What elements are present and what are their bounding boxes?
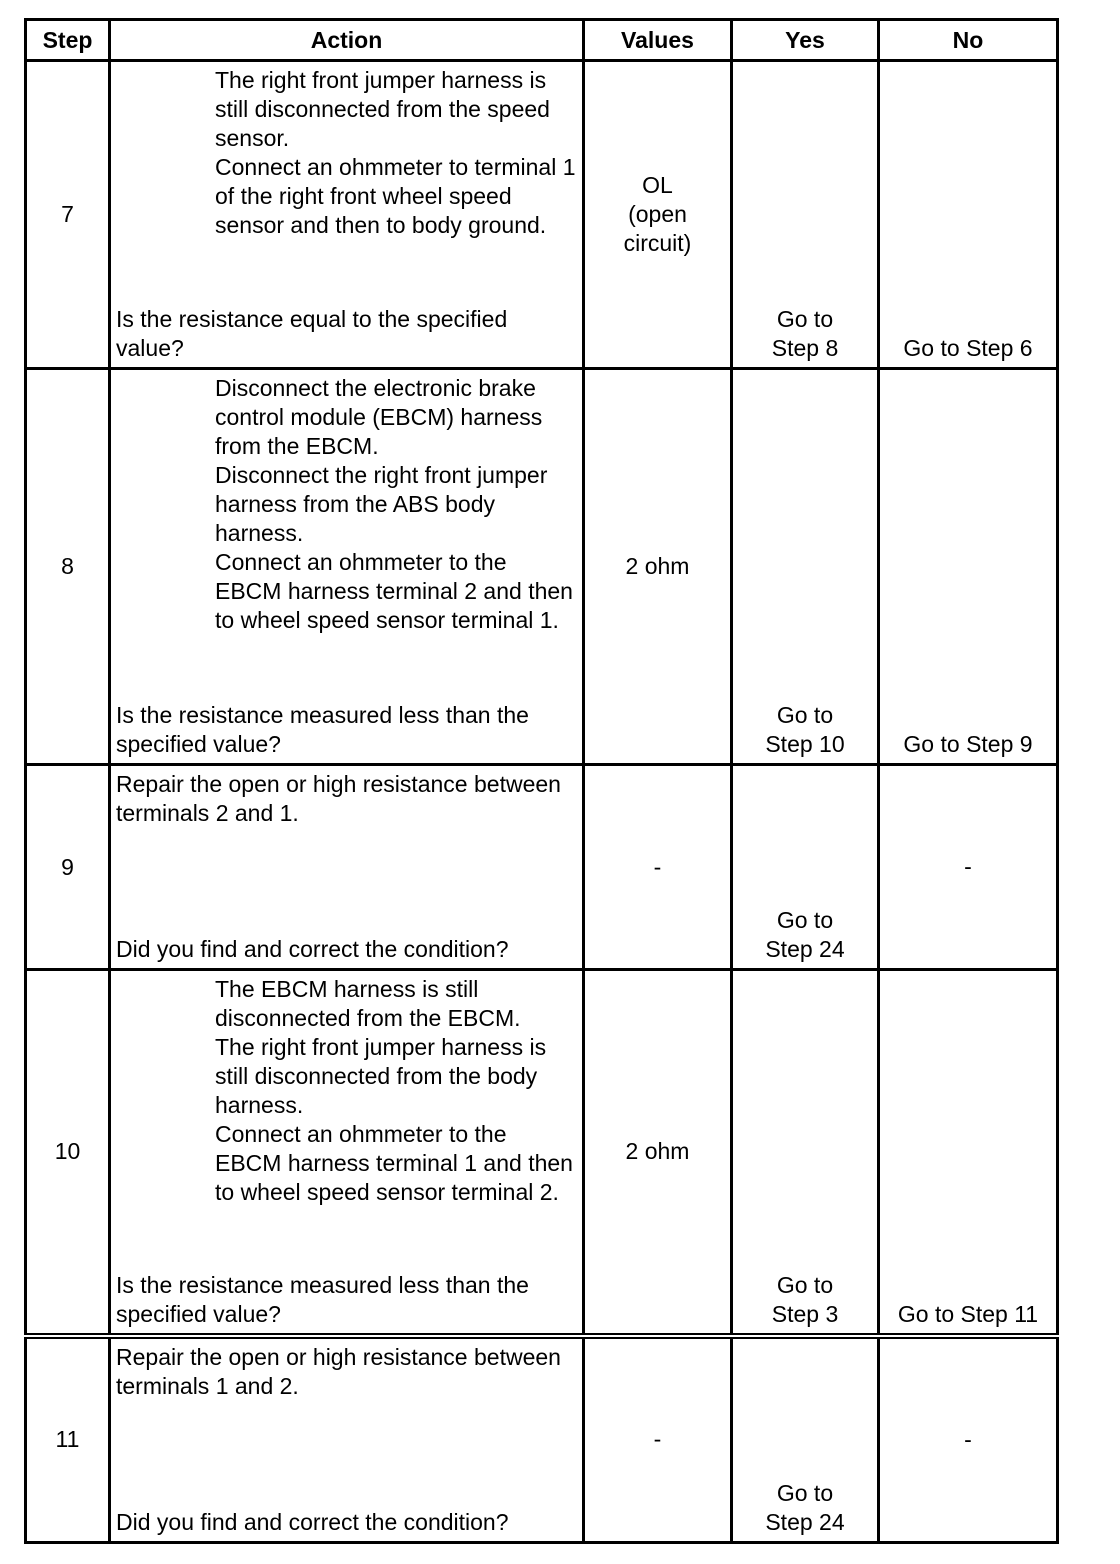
table-row [26, 369, 1058, 765]
table-row [26, 970, 1058, 1336]
yes-cell [732, 765, 879, 970]
instruction-line: Disconnect the electronic brake control module (EBCM) harness from the EBCM. [215, 375, 543, 459]
value-text: 2 ohm [625, 553, 690, 579]
instruction-line: The right front jumper harness is still disconnected from the body harness. [215, 1034, 547, 1118]
action-cell [110, 1336, 584, 1543]
no-text: Go to Step 6 [903, 335, 1033, 361]
action-instructions [116, 770, 578, 828]
yes-cell [732, 369, 879, 765]
instruction-line: Connect an ohmmeter to the EBCM harness terminal 1 and then to wheel speed sensor terminal 2. [215, 1121, 573, 1205]
yes-text: Go to Step 8 [771, 306, 839, 361]
yes-cell [732, 1336, 879, 1543]
action-question: Did you find and correct the condition? [116, 936, 509, 962]
action-question: Is the resistance measured less than the specified value? [116, 1271, 529, 1327]
diagnostic-table [24, 18, 1059, 1544]
value-text: 2 ohm [625, 1138, 690, 1165]
table-row [26, 765, 1058, 970]
action-instructions [215, 66, 578, 240]
no-cell [879, 61, 1058, 369]
value-cell [584, 765, 732, 970]
header-yes: Yes [732, 20, 879, 61]
yes-cell [732, 61, 879, 369]
action-cell [110, 61, 584, 369]
yes-cell [732, 970, 879, 1336]
step-number: 11 [26, 1336, 110, 1543]
instruction-line: Repair the open or high resistance between terminals 2 and 1. [116, 771, 561, 826]
action-question: Did you find and correct the condition? [116, 1509, 509, 1535]
instruction-line: Disconnect the right front jumper harness from the ABS body harness. [215, 462, 548, 546]
step-number: 10 [26, 970, 110, 1336]
instruction-line: The right front jumper harness is still disconnected from the speed sensor. [215, 67, 550, 151]
step-number: 8 [26, 369, 110, 765]
instruction-line: Connect an ohmmeter to the EBCM harness terminal 2 and then to wheel speed sensor terminal 1. [215, 549, 573, 633]
no-text: Go to Step 11 [897, 1300, 1039, 1327]
action-instructions [215, 374, 578, 635]
table-row [26, 1336, 1058, 1543]
no-cell [879, 970, 1058, 1336]
action-instructions [215, 975, 578, 1207]
header-action: Action [110, 20, 584, 61]
header-values: Values [584, 20, 732, 61]
header-step: Step [26, 20, 110, 61]
action-cell [110, 369, 584, 765]
value-cell [584, 369, 732, 765]
no-text: - [964, 853, 972, 880]
value-cell [584, 970, 732, 1336]
step-number: 7 [26, 61, 110, 369]
instruction-line: Connect an ohmmeter to terminal 1 of the right front wheel speed sensor and then to body ground. [215, 154, 576, 238]
header-row [26, 20, 1058, 61]
value-cell [584, 61, 732, 369]
action-question: Is the resistance measured less than the specified value? [116, 702, 529, 757]
no-cell [879, 369, 1058, 765]
yes-text: Go to Step 24 [765, 907, 845, 962]
yes-text: Go to Step 10 [765, 702, 845, 757]
action-question: Is the resistance equal to the specified value? [116, 306, 508, 361]
action-cell [110, 970, 584, 1336]
yes-text: Go to Step 3 [771, 1271, 839, 1327]
no-cell [879, 765, 1058, 970]
value-cell [584, 1336, 732, 1543]
action-cell [110, 765, 584, 970]
no-text: Go to Step 9 [903, 731, 1033, 757]
no-text: - [964, 1426, 972, 1453]
value-text: OL (open circuit) [623, 172, 692, 256]
instruction-line: Repair the open or high resistance between terminals 1 and 2. [116, 1343, 561, 1399]
table-row [26, 61, 1058, 369]
value-text: - [653, 853, 662, 880]
yes-text: Go to Step 24 [765, 1480, 845, 1535]
value-text: - [653, 1426, 662, 1453]
instruction-line: The EBCM harness is still disconnected from the EBCM. [215, 976, 521, 1031]
header-no: No [879, 20, 1058, 61]
step-number: 9 [26, 765, 110, 970]
no-cell [879, 1336, 1058, 1543]
action-instructions [116, 1343, 578, 1401]
